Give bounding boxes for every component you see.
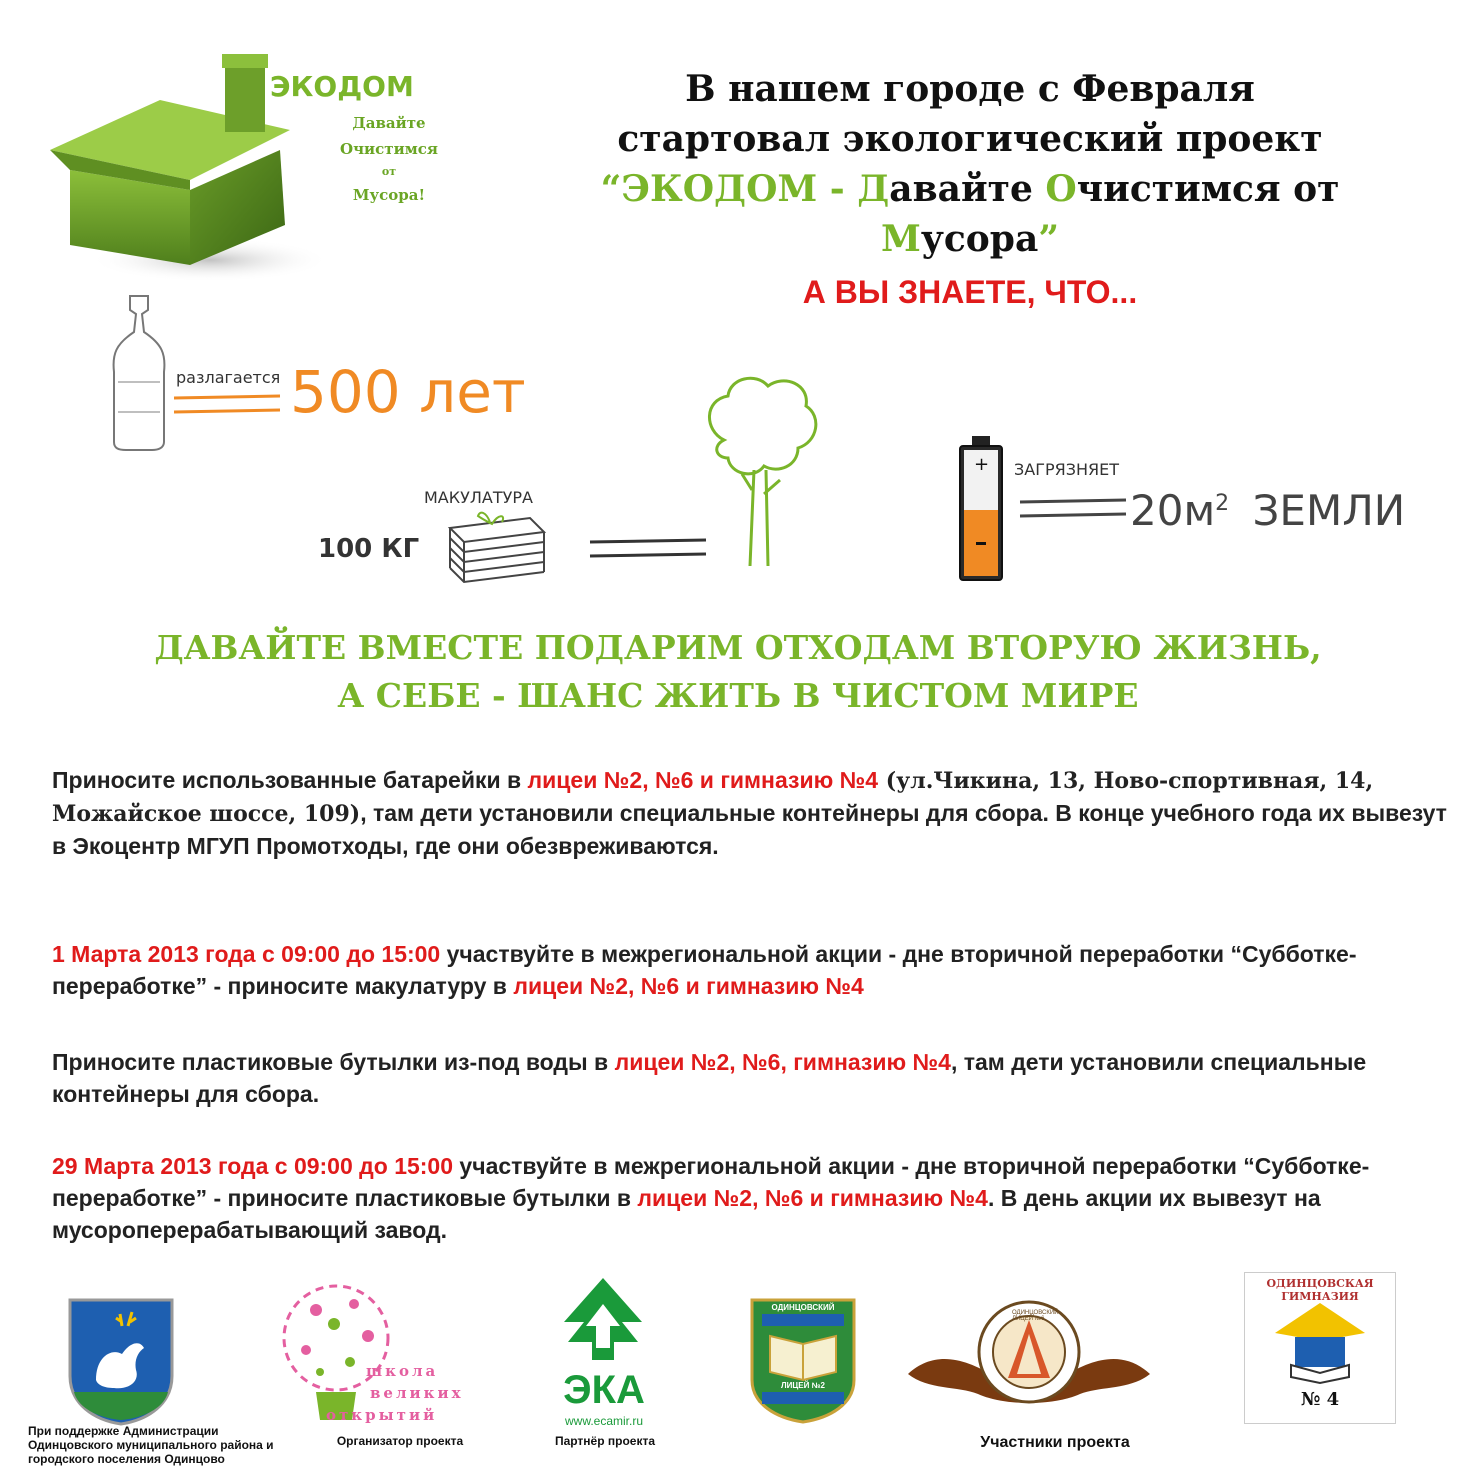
header-line-3-part: чистимся от xyxy=(1076,168,1340,210)
equals-icon-3 xyxy=(1018,494,1128,524)
paragraph-text: Приносите использованные батарейки в xyxy=(52,767,528,793)
bottle-value: 500 лет xyxy=(290,358,526,426)
paragraph-text: . В день акции их вывезут на мусороперерабатывающий завод. xyxy=(52,1185,1321,1243)
paper-stack-icon xyxy=(440,508,550,588)
battery-icon xyxy=(956,434,1006,584)
partner-url: www.ecamir.ru xyxy=(564,1414,644,1428)
lyceum-6-arc: ОДИНЦОВСКИЙ ЛИЦЕЙ №6 xyxy=(1012,1310,1059,1322)
odintsovo-coat-of-arms-icon xyxy=(66,1296,176,1426)
battery-label: ЗАГРЯЗНЯЕТ xyxy=(1014,460,1120,479)
header-line-3-part: ” xyxy=(1038,218,1060,260)
organizer-word: великих xyxy=(370,1384,464,1402)
tree-icon xyxy=(694,370,824,570)
paragraph-text: Приносите пластиковые бутылки из-под воды в xyxy=(52,1049,615,1075)
equals-icon xyxy=(172,390,282,420)
gymnasium-4-arc: ОДИНЦОВСКАЯ ГИМНАЗИЯ xyxy=(1266,1277,1374,1303)
header-line-3-part: авайте xyxy=(889,168,1046,210)
svg-text:+: + xyxy=(974,454,990,475)
bottle-label: разлагается xyxy=(176,368,281,387)
organizer-word: открытий xyxy=(326,1406,438,1424)
logo-line: Давайте xyxy=(352,114,426,132)
header-line-3 xyxy=(520,164,1420,264)
equals-icon-2 xyxy=(588,534,708,564)
gymnasium-4-number: № 4 xyxy=(1300,1389,1340,1410)
header-line-1: В нашем городе с Февраля xyxy=(685,68,1255,110)
info-paragraph-march-1 xyxy=(52,938,1452,1002)
organizer-caption: Организатор проекта xyxy=(336,1434,464,1448)
header-line-3-part: О xyxy=(1045,168,1077,210)
battery-unit: ЗЕМЛИ xyxy=(1252,486,1406,535)
participants-caption: Участники проекта xyxy=(980,1434,1130,1451)
highlight-text: 29 Марта 2013 года с 09:00 до 15:00 xyxy=(52,1153,454,1179)
organizer-logo-text xyxy=(326,1360,464,1426)
battery-sup: 2 xyxy=(1215,491,1230,516)
lyceum-2-bottom: ЛИЦЕЙ №2 xyxy=(781,1381,825,1390)
paragraph-text: участвуйте в межрегиональной акции - дне вторичной переработки “Субботке-переработке” - приносите макулатуру в xyxy=(52,941,1357,999)
gymnasium-4-emblem xyxy=(1244,1272,1396,1424)
did-you-know-heading: А ВЫ ЗНАЕТЕ, ЧТО... xyxy=(802,274,1138,310)
slogan-line-2: А СЕБЕ - ШАНС ЖИТЬ В ЧИСТОМ МИРЕ xyxy=(337,676,1139,715)
header-line-3-part: усора xyxy=(920,218,1039,260)
highlight-text: лицеи №2, №6 и гимназию №4 xyxy=(637,1185,988,1211)
paper-weight: 100 КГ xyxy=(318,534,420,564)
highlight-text: 1 Марта 2013 года с 09:00 до 15:00 xyxy=(52,941,441,967)
bottle-icon xyxy=(104,292,174,452)
header-line-3-part: Д xyxy=(857,168,890,210)
header-line-3-part: М xyxy=(880,218,921,260)
organizer-word: школа xyxy=(366,1362,439,1380)
lyceum-2-top: ОДИНЦОВСКИЙ xyxy=(771,1303,835,1312)
partner-caption: Партнёр проекта xyxy=(554,1434,656,1448)
logo-line: Очистимся xyxy=(340,140,438,158)
slogan-line-1: ДАВАЙТЕ ВМЕСТЕ ПОДАРИМ ОТХОДАМ ВТОРУЮ ЖИЗНЬ, xyxy=(154,628,1322,667)
logo-line: от xyxy=(381,165,397,178)
header-line-3-part: ЭКОДОМ - xyxy=(621,168,858,210)
header-line-2: стартовал экологический проект xyxy=(617,118,1323,160)
paragraph-text: , там дети установили специальные контейнеры для сбора. xyxy=(52,1049,1367,1107)
battery-value: 20м xyxy=(1130,486,1216,535)
info-paragraph-bottles xyxy=(52,1046,1452,1110)
eka-tree-icon xyxy=(558,1274,648,1364)
paragraph-text: (ул.Чикина, 13, Ново-спортивная, 14, Можайское шоссе, 109) xyxy=(52,768,1374,827)
support-caption: При поддержке Администрации Одинцовского муниципального района и городского поселения Одинцово xyxy=(28,1424,274,1466)
battery-value-group xyxy=(1130,486,1405,535)
highlight-text: лицеи №2, №6, гимназию №4 xyxy=(614,1049,951,1075)
paragraph-text: , там дети установили специальные контейнеры для сбора. В конце учебного года их вывезут в Экоцентр МГУП Промотходы, где они обезвреживаются. xyxy=(52,800,1447,859)
info-paragraph-batteries xyxy=(52,764,1452,862)
paper-label: МАКУЛАТУРА xyxy=(424,488,533,507)
logo-line: Мусора! xyxy=(352,186,426,204)
partner-logo: ЭКА xyxy=(563,1368,645,1412)
logo-subtitle xyxy=(340,110,438,208)
lyceum-2-shield-icon xyxy=(748,1296,858,1424)
highlight-text: лицеи №2, №6 и гимназию №4 xyxy=(527,767,879,793)
info-paragraph-march-29 xyxy=(52,1150,1452,1246)
header-line-3-part: “ xyxy=(600,168,622,210)
ecodom-logo xyxy=(40,40,470,280)
highlight-text: лицеи №2, №6 и гимназию №4 xyxy=(513,973,864,999)
logo-title: ЭКОДОМ xyxy=(270,70,414,103)
paragraph-text: участвуйте в межрегиональной акции - дне вторичной переработки “Субботке-переработке” - приносите пластиковые бутылки в xyxy=(52,1153,1370,1211)
